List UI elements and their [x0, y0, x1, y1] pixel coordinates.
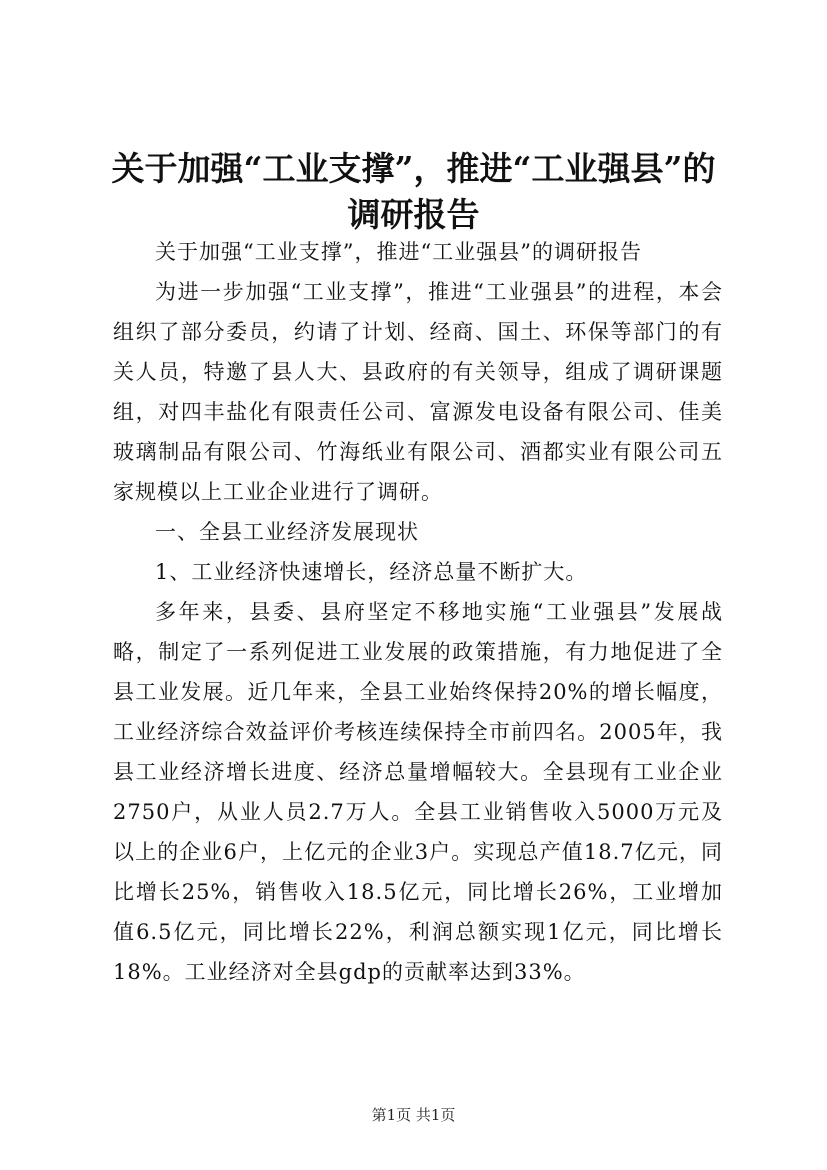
section-heading: 一、全县工业经济发展现状	[155, 520, 419, 544]
subsection-heading: 1、工业经济快速增长，经济总量不断扩大。	[155, 560, 588, 584]
paragraph-subtitle: 关于加强“工业支撑”，推进“工业强县”的调研报告	[155, 240, 642, 264]
title-line-1: 关于加强“工业支撑”，推进“工业强县”的	[111, 149, 716, 188]
document-title	[60, 146, 767, 238]
document-body	[113, 232, 723, 992]
page-footer: 第1页 共1页	[371, 1106, 456, 1124]
paragraph-intro: 为进一步加强“工业支撑”，推进“工业强县”的进程，本会组织了部分委员，约请了计划、经商、国土、环保等部门的有关人员，特邀了县人大、县政府的有关领导，组成了调研课题组，对四丰盐化有限责任公司、富源发电设备有限公司、佳美玻璃制品有限公司、竹海纸业有限公司、酒都实业有限公司五家规模以上工业企业进行了调研。	[113, 280, 723, 504]
paragraph-body: 多年来，县委、县府坚定不移地实施“工业强县”发展战略，制定了一系列促进工业发展的政策措施，有力地促进了全县工业发展。近几年来，全县工业始终保持20%的增长幅度，工业经济综合效益评价考核连续保持全市前四名。2005年，我县工业经济增长进度、经济总量增幅较大。全县现有工业企业2750户，从业人员2.7万人。全县工业销售收入5000万元及以上的企业6户，上亿元的企业3户。实现总产值18.7亿元，同比增长25%，销售收入18.5亿元，同比增长26%，工业增加值6.5亿元，同比增长22%，利润总额实现1亿元，同比增长18%。工业经济对全县gdp的贡献率达到33%。	[113, 600, 723, 984]
title-line-2: 调研报告	[347, 195, 480, 234]
